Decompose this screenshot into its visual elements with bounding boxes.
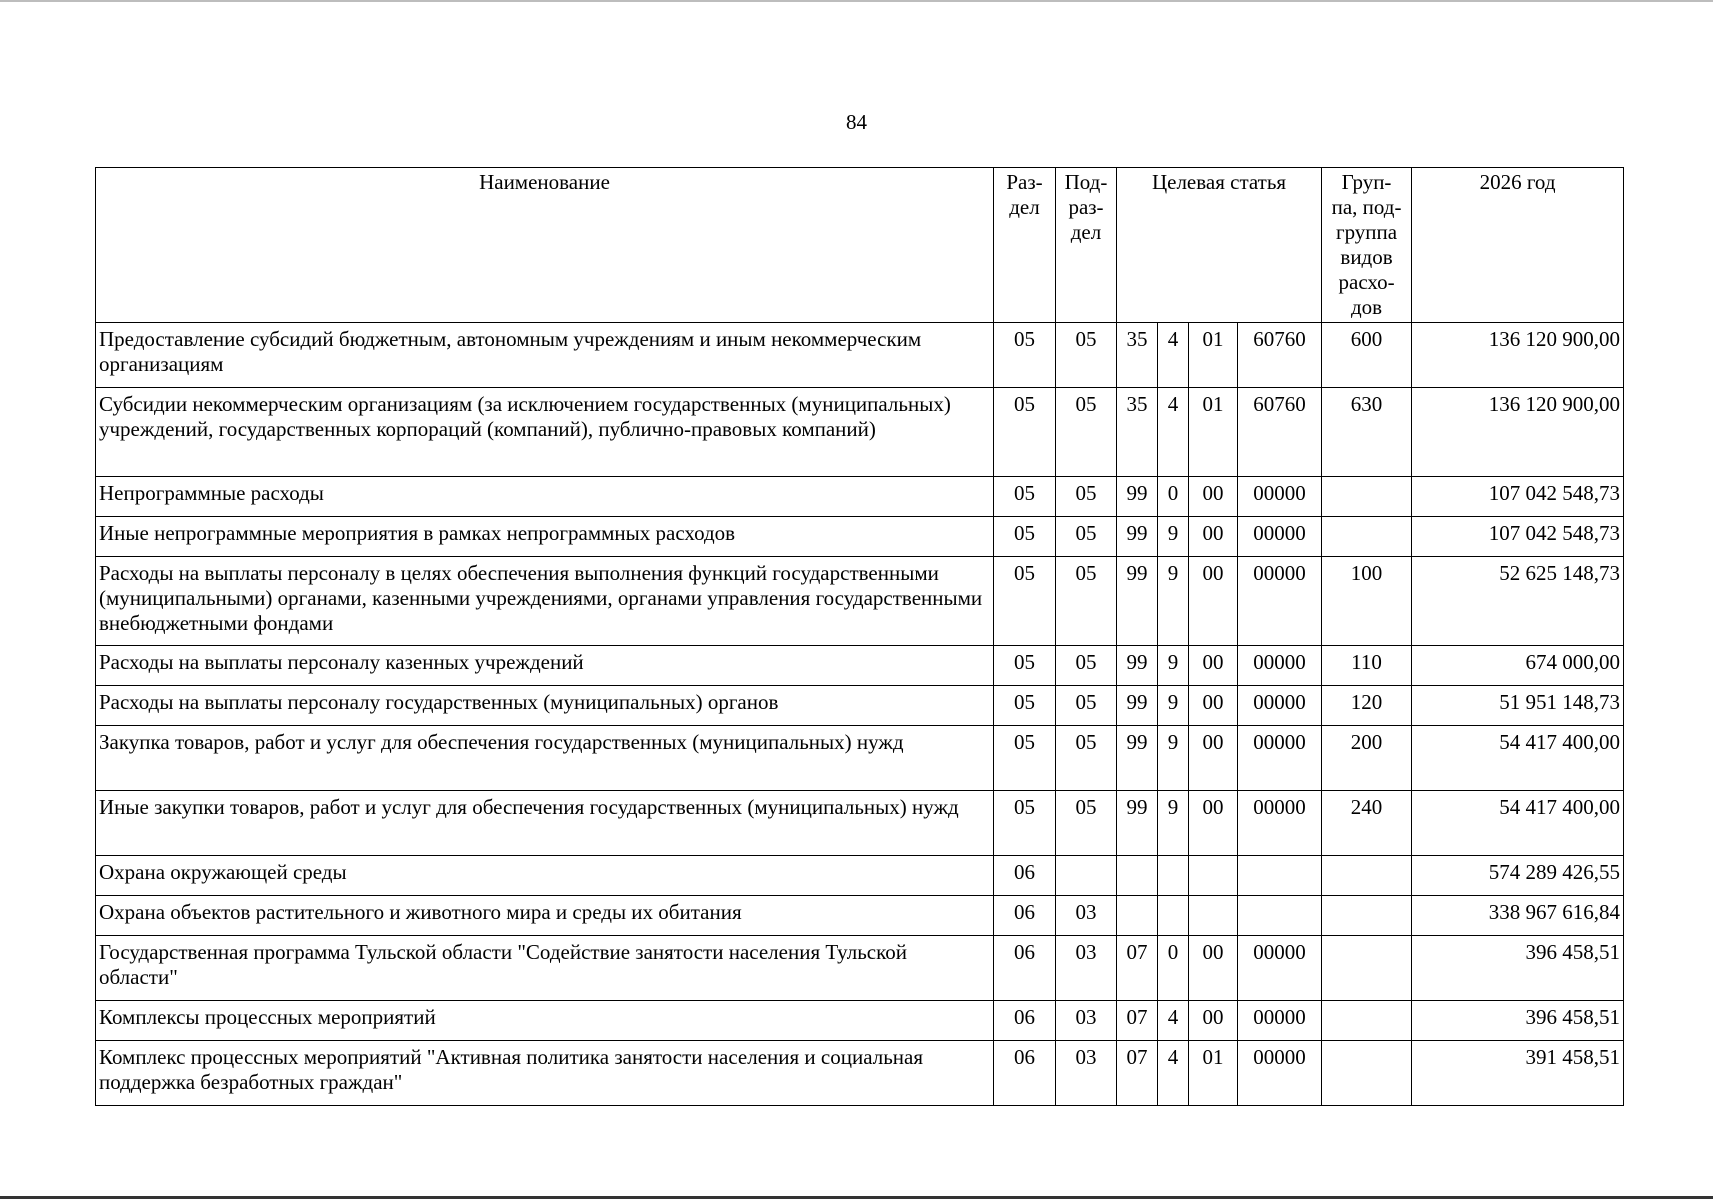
row-podrazdel: 05 bbox=[1056, 477, 1117, 517]
row-target-3: 01 bbox=[1189, 388, 1238, 477]
header-group bbox=[1322, 168, 1412, 323]
row-razdel: 06 bbox=[994, 1041, 1056, 1106]
row-target-4: 00000 bbox=[1238, 1041, 1322, 1106]
row-razdel: 05 bbox=[994, 477, 1056, 517]
table-row bbox=[96, 477, 1624, 517]
row-target-2: 9 bbox=[1158, 646, 1189, 686]
row-podrazdel: 05 bbox=[1056, 557, 1117, 646]
row-podrazdel: 05 bbox=[1056, 726, 1117, 791]
row-group bbox=[1322, 1041, 1412, 1106]
row-target-1: 99 bbox=[1117, 517, 1158, 557]
header-name: Наименование bbox=[96, 168, 994, 323]
row-target-3: 01 bbox=[1189, 1041, 1238, 1106]
row-group: 200 bbox=[1322, 726, 1412, 791]
row-target-3 bbox=[1189, 856, 1238, 896]
row-podrazdel: 03 bbox=[1056, 896, 1117, 936]
table-header-row bbox=[96, 168, 1624, 323]
table-row bbox=[96, 517, 1624, 557]
row-razdel: 06 bbox=[994, 896, 1056, 936]
row-target-2: 4 bbox=[1158, 323, 1189, 388]
row-target-4: 60760 bbox=[1238, 388, 1322, 477]
row-target-1: 07 bbox=[1117, 1001, 1158, 1041]
row-name: Иные непрограммные мероприятия в рамках непрограммных расходов bbox=[96, 517, 994, 557]
row-target-1: 99 bbox=[1117, 477, 1158, 517]
row-target-2 bbox=[1158, 896, 1189, 936]
row-target-1: 07 bbox=[1117, 936, 1158, 1001]
bottom-edge-line bbox=[0, 1196, 1713, 1199]
row-target-3: 00 bbox=[1189, 726, 1238, 791]
row-target-4: 00000 bbox=[1238, 936, 1322, 1001]
table-row bbox=[96, 646, 1624, 686]
row-amount: 674 000,00 bbox=[1412, 646, 1624, 686]
row-group: 240 bbox=[1322, 791, 1412, 856]
row-target-4: 00000 bbox=[1238, 557, 1322, 646]
row-target-4 bbox=[1238, 896, 1322, 936]
row-group bbox=[1322, 1001, 1412, 1041]
table-row bbox=[96, 936, 1624, 1001]
row-razdel: 05 bbox=[994, 517, 1056, 557]
row-name: Комплекс процессных мероприятий "Активная политика занятости населения и социальная поддержка безработных граждан" bbox=[96, 1041, 994, 1106]
row-group bbox=[1322, 896, 1412, 936]
table-row bbox=[96, 1041, 1624, 1106]
row-podrazdel: 05 bbox=[1056, 323, 1117, 388]
row-podrazdel: 05 bbox=[1056, 686, 1117, 726]
row-target-2: 0 bbox=[1158, 936, 1189, 1001]
row-target-1: 99 bbox=[1117, 686, 1158, 726]
row-target-3: 00 bbox=[1189, 517, 1238, 557]
row-amount: 54 417 400,00 bbox=[1412, 726, 1624, 791]
row-amount: 391 458,51 bbox=[1412, 1041, 1624, 1106]
row-group: 630 bbox=[1322, 388, 1412, 477]
row-target-2: 9 bbox=[1158, 557, 1189, 646]
row-target-3: 00 bbox=[1189, 791, 1238, 856]
row-amount: 54 417 400,00 bbox=[1412, 791, 1624, 856]
row-target-4: 60760 bbox=[1238, 323, 1322, 388]
row-razdel: 05 bbox=[994, 686, 1056, 726]
top-edge-line bbox=[0, 0, 1713, 2]
row-name: Расходы на выплаты персоналу казенных учреждений bbox=[96, 646, 994, 686]
row-podrazdel: 03 bbox=[1056, 1041, 1117, 1106]
row-target-4 bbox=[1238, 856, 1322, 896]
row-razdel: 05 bbox=[994, 388, 1056, 477]
row-amount: 338 967 616,84 bbox=[1412, 896, 1624, 936]
row-target-2: 9 bbox=[1158, 517, 1189, 557]
row-razdel: 05 bbox=[994, 726, 1056, 791]
table-row bbox=[96, 726, 1624, 791]
table-row bbox=[96, 856, 1624, 896]
row-razdel: 06 bbox=[994, 856, 1056, 896]
row-target-3 bbox=[1189, 896, 1238, 936]
row-group bbox=[1322, 477, 1412, 517]
row-target-1: 35 bbox=[1117, 323, 1158, 388]
header-podrazdel-text: Под- раз- дел bbox=[1064, 170, 1108, 244]
row-amount: 51 951 148,73 bbox=[1412, 686, 1624, 726]
row-amount: 396 458,51 bbox=[1412, 1001, 1624, 1041]
table-row bbox=[96, 557, 1624, 646]
row-target-2: 4 bbox=[1158, 1001, 1189, 1041]
row-name: Расходы на выплаты персоналу государственных (муниципальных) органов bbox=[96, 686, 994, 726]
row-target-1 bbox=[1117, 896, 1158, 936]
row-group bbox=[1322, 936, 1412, 1001]
row-razdel: 05 bbox=[994, 646, 1056, 686]
row-name: Расходы на выплаты персоналу в целях обеспечения выполнения функций государственными (муниципальными) органами, казенными учреждениями, органами управления государственными внебюджетными фондами bbox=[96, 557, 994, 646]
row-podrazdel: 03 bbox=[1056, 936, 1117, 1001]
row-target-4: 00000 bbox=[1238, 726, 1322, 791]
row-target-1: 99 bbox=[1117, 726, 1158, 791]
row-target-2: 4 bbox=[1158, 1041, 1189, 1106]
row-name: Предоставление субсидий бюджетным, автономным учреждениям и иным некоммерческим организациям bbox=[96, 323, 994, 388]
header-razdel bbox=[994, 168, 1056, 323]
header-target: Целевая статья bbox=[1117, 168, 1322, 323]
table-row bbox=[96, 1001, 1624, 1041]
row-amount: 107 042 548,73 bbox=[1412, 477, 1624, 517]
row-name: Охрана объектов растительного и животного мира и среды их обитания bbox=[96, 896, 994, 936]
row-razdel: 05 bbox=[994, 323, 1056, 388]
row-target-1: 99 bbox=[1117, 557, 1158, 646]
row-target-4: 00000 bbox=[1238, 686, 1322, 726]
row-name: Иные закупки товаров, работ и услуг для обеспечения государственных (муниципальных) нужд bbox=[96, 791, 994, 856]
row-target-2: 0 bbox=[1158, 477, 1189, 517]
row-podrazdel bbox=[1056, 856, 1117, 896]
row-group: 600 bbox=[1322, 323, 1412, 388]
row-name: Непрограммные расходы bbox=[96, 477, 994, 517]
header-razdel-text: Раз- дел bbox=[1006, 170, 1043, 219]
row-target-3: 00 bbox=[1189, 1001, 1238, 1041]
row-target-4: 00000 bbox=[1238, 646, 1322, 686]
page-number: 84 bbox=[846, 110, 867, 134]
table-row bbox=[96, 323, 1624, 388]
row-amount: 574 289 426,55 bbox=[1412, 856, 1624, 896]
row-amount: 52 625 148,73 bbox=[1412, 557, 1624, 646]
table-row bbox=[96, 388, 1624, 477]
row-target-4: 00000 bbox=[1238, 1001, 1322, 1041]
row-target-3: 00 bbox=[1189, 686, 1238, 726]
row-target-4: 00000 bbox=[1238, 477, 1322, 517]
header-group-text: Груп- па, под- группа видов расхо- дов bbox=[1331, 170, 1402, 319]
row-target-2: 9 bbox=[1158, 686, 1189, 726]
row-target-1: 07 bbox=[1117, 1041, 1158, 1106]
row-podrazdel: 05 bbox=[1056, 646, 1117, 686]
row-target-4: 00000 bbox=[1238, 517, 1322, 557]
row-razdel: 05 bbox=[994, 557, 1056, 646]
row-razdel: 06 bbox=[994, 1001, 1056, 1041]
header-podrazdel bbox=[1056, 168, 1117, 323]
row-target-3: 00 bbox=[1189, 936, 1238, 1001]
row-amount: 136 120 900,00 bbox=[1412, 323, 1624, 388]
row-target-3: 00 bbox=[1189, 557, 1238, 646]
row-target-2: 4 bbox=[1158, 388, 1189, 477]
row-group: 110 bbox=[1322, 646, 1412, 686]
row-amount: 396 458,51 bbox=[1412, 936, 1624, 1001]
row-target-2: 9 bbox=[1158, 791, 1189, 856]
row-target-1 bbox=[1117, 856, 1158, 896]
table-row bbox=[96, 686, 1624, 726]
row-target-1: 35 bbox=[1117, 388, 1158, 477]
row-group bbox=[1322, 517, 1412, 557]
row-amount: 136 120 900,00 bbox=[1412, 388, 1624, 477]
budget-table bbox=[95, 167, 1624, 1106]
row-razdel: 06 bbox=[994, 936, 1056, 1001]
row-podrazdel: 05 bbox=[1056, 791, 1117, 856]
row-target-3: 00 bbox=[1189, 646, 1238, 686]
row-name: Государственная программа Тульской области "Содействие занятости населения Тульской области" bbox=[96, 936, 994, 1001]
table-row bbox=[96, 791, 1624, 856]
row-group: 100 bbox=[1322, 557, 1412, 646]
row-name: Субсидии некоммерческим организациям (за исключением государственных (муниципальных) учреждений, государственных корпораций (компаний), публично-правовых компаний) bbox=[96, 388, 994, 477]
row-name: Охрана окружающей среды bbox=[96, 856, 994, 896]
row-target-4: 00000 bbox=[1238, 791, 1322, 856]
row-amount: 107 042 548,73 bbox=[1412, 517, 1624, 557]
row-name: Комплексы процессных мероприятий bbox=[96, 1001, 994, 1041]
table-row bbox=[96, 896, 1624, 936]
row-target-2 bbox=[1158, 856, 1189, 896]
row-podrazdel: 03 bbox=[1056, 1001, 1117, 1041]
row-podrazdel: 05 bbox=[1056, 388, 1117, 477]
row-podrazdel: 05 bbox=[1056, 517, 1117, 557]
row-target-3: 00 bbox=[1189, 477, 1238, 517]
row-group bbox=[1322, 856, 1412, 896]
header-year: 2026 год bbox=[1412, 168, 1624, 323]
row-target-2: 9 bbox=[1158, 726, 1189, 791]
row-target-3: 01 bbox=[1189, 323, 1238, 388]
row-target-1: 99 bbox=[1117, 646, 1158, 686]
row-target-1: 99 bbox=[1117, 791, 1158, 856]
row-group: 120 bbox=[1322, 686, 1412, 726]
row-name: Закупка товаров, работ и услуг для обеспечения государственных (муниципальных) нужд bbox=[96, 726, 994, 791]
row-razdel: 05 bbox=[994, 791, 1056, 856]
